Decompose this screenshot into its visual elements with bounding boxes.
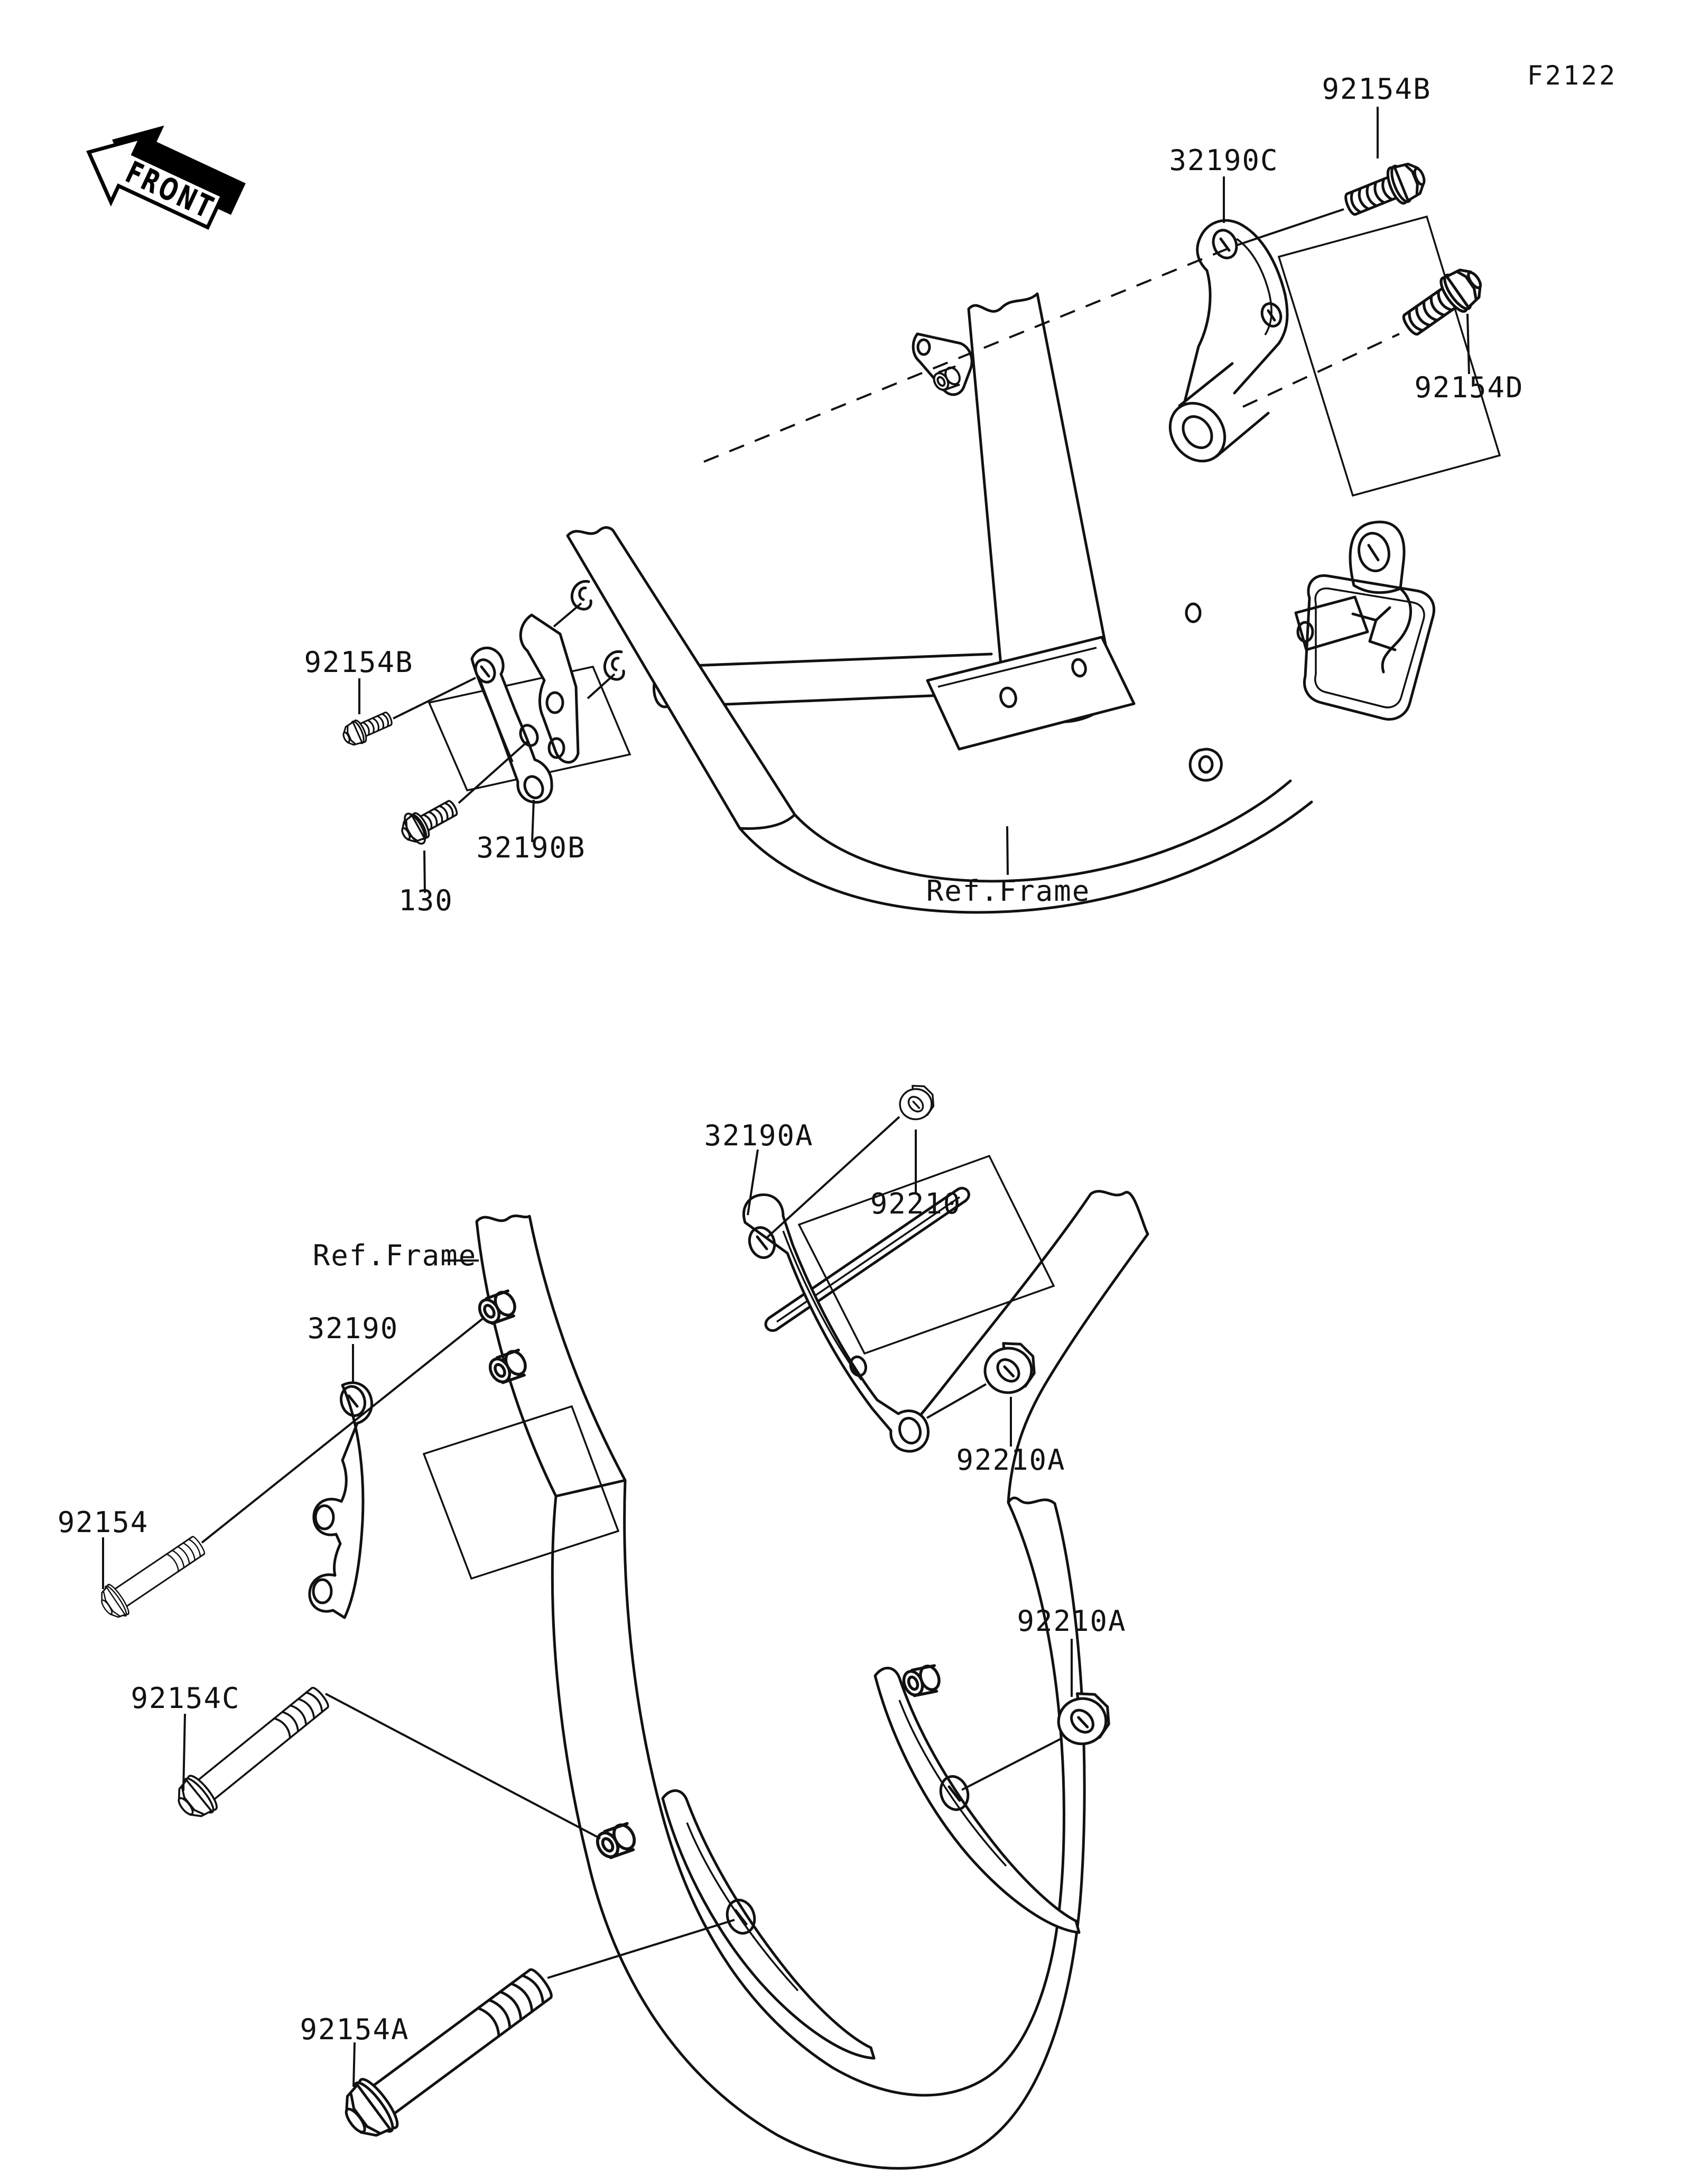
callout-32190c: 32190C [1169, 144, 1279, 177]
callout-32190: 32190 [307, 1312, 399, 1345]
callout-32190b: 32190B [476, 831, 586, 864]
bolt-130 [397, 795, 461, 847]
nut-92210 [897, 1083, 935, 1121]
nut-92210A-2 [1055, 1690, 1112, 1747]
fin-bracket-right [875, 1668, 1079, 1933]
ghost-plane-lower-right [799, 1156, 1054, 1354]
bolt-92154 [95, 1529, 210, 1623]
callout-92154: 92154 [57, 1506, 149, 1539]
callout-92154c: 92154C [131, 1682, 240, 1715]
frame-upper [568, 294, 1434, 912]
callout-92210a-2: 92210A [1017, 1604, 1127, 1638]
bolt-92154B-left [340, 707, 395, 749]
callout-labels [58, 72, 1524, 2046]
bolt-92154B-top [1341, 157, 1430, 223]
axis-dashed-upper [704, 247, 1231, 462]
callout-32190a: 32190A [704, 1119, 814, 1152]
callout-92210a-1: 92210A [956, 1443, 1066, 1477]
front-arrow-label: FRONT [120, 154, 256, 243]
leader-lines [103, 107, 1469, 2087]
bolt-92154A [333, 1957, 562, 2148]
callout-92154b-left: 92154B [304, 646, 414, 679]
ghost-plane-upper-right [1279, 217, 1500, 496]
callout-92154b-top: 92154B [1322, 72, 1432, 106]
callout-ref-frame-top: Ref.Frame [926, 874, 1091, 908]
callout-ref-frame-bottom: Ref.Frame [312, 1239, 477, 1272]
fin-bracket-left [663, 1790, 874, 2058]
bolt-92154D [1396, 262, 1489, 343]
page-code: F2122 [1527, 60, 1618, 91]
front-arrow-icon [73, 101, 256, 250]
callout-92210: 92210 [870, 1187, 962, 1220]
callout-92154d: 92154D [1414, 371, 1524, 404]
nut-92210A-1 [981, 1340, 1037, 1396]
bracket-32190C [1159, 220, 1287, 472]
callout-130: 130 [398, 884, 453, 917]
bracket-32190B [472, 615, 578, 802]
callout-92154a: 92154A [300, 2013, 410, 2046]
